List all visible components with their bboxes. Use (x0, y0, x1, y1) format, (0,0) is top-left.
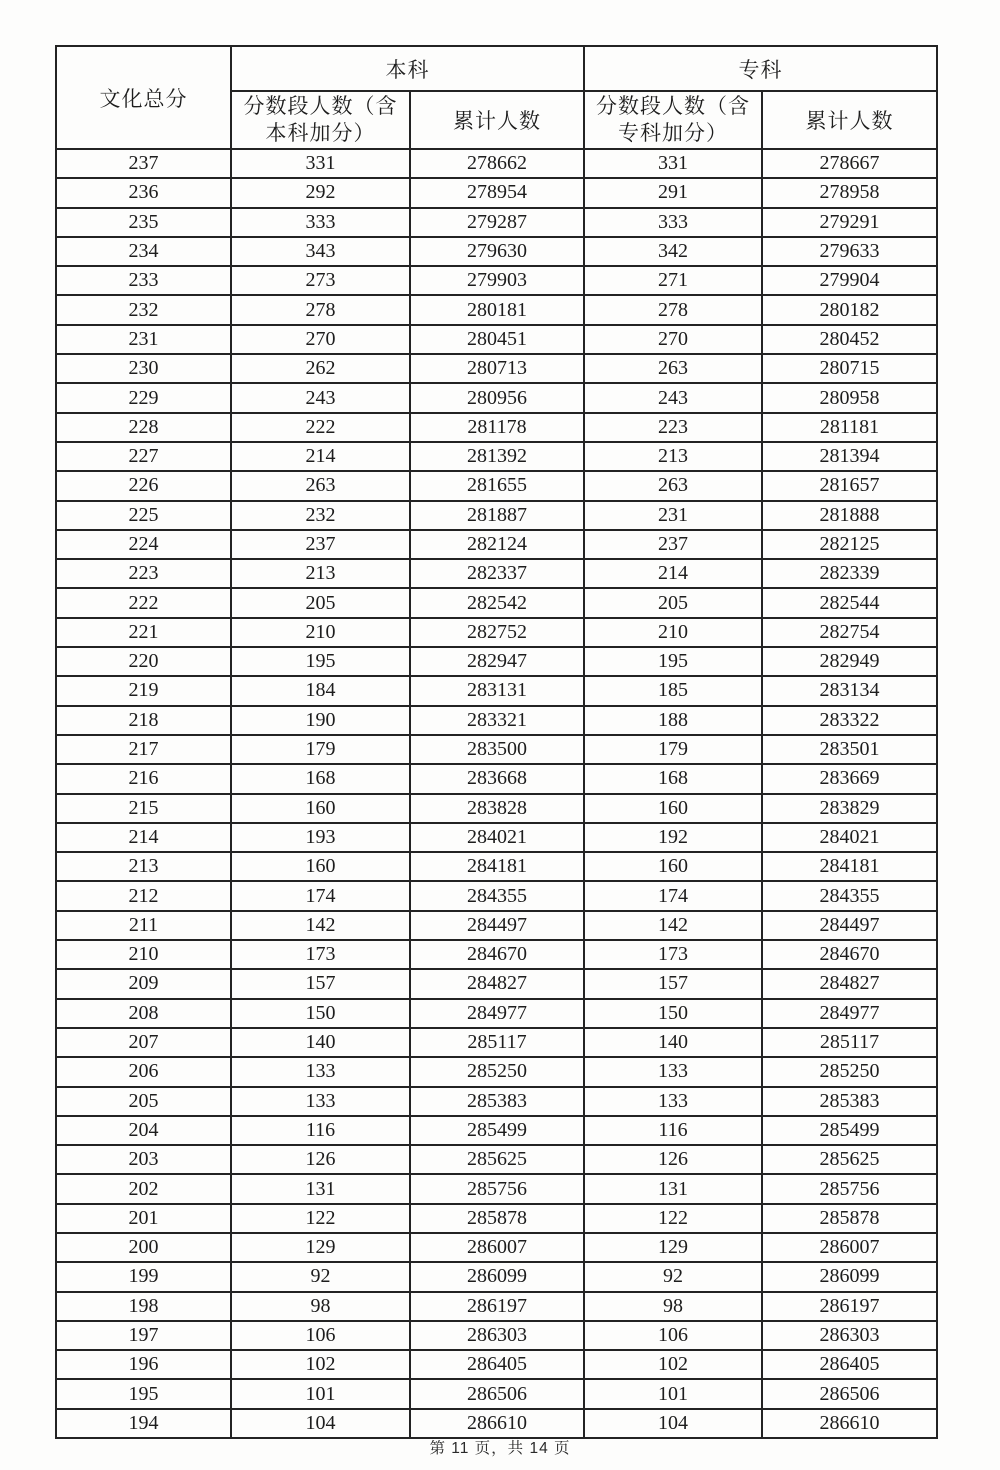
cell-zhuanke-segment: 140 (584, 1028, 762, 1057)
cell-benke-segment: 126 (231, 1145, 410, 1174)
table-row (56, 1204, 937, 1233)
cell-benke-cumulative: 280181 (410, 295, 584, 324)
cell-score: 195 (56, 1379, 231, 1408)
cell-benke-cumulative: 278954 (410, 178, 584, 207)
cell-score: 230 (56, 354, 231, 383)
page-footer: 第 11 页，共 14 页 (429, 1440, 571, 1457)
cell-zhuanke-segment: 192 (584, 823, 762, 852)
cell-benke-cumulative: 286007 (410, 1233, 584, 1262)
cell-benke-segment: 205 (231, 588, 410, 617)
cell-benke-segment: 106 (231, 1321, 410, 1350)
table-row (56, 969, 937, 998)
cell-benke-segment: 190 (231, 706, 410, 735)
cell-benke-cumulative: 279630 (410, 237, 584, 266)
table-row (56, 618, 937, 647)
cell-zhuanke-cumulative: 283501 (762, 735, 937, 764)
cell-zhuanke-cumulative: 279904 (762, 266, 937, 295)
cell-benke-segment: 243 (231, 383, 410, 412)
cell-benke-segment: 133 (231, 1087, 410, 1116)
cell-zhuanke-cumulative: 286197 (762, 1292, 937, 1321)
cell-benke-cumulative: 284827 (410, 969, 584, 998)
table-row (56, 208, 937, 237)
cell-zhuanke-cumulative: 283669 (762, 764, 937, 793)
cell-benke-segment: 273 (231, 266, 410, 295)
cell-benke-cumulative: 281178 (410, 413, 584, 442)
cell-benke-segment: 237 (231, 530, 410, 559)
cell-zhuanke-cumulative: 280182 (762, 295, 937, 324)
cell-zhuanke-cumulative: 281657 (762, 471, 937, 500)
cell-score: 208 (56, 999, 231, 1028)
cell-score: 235 (56, 208, 231, 237)
cell-score: 234 (56, 237, 231, 266)
cell-benke-segment: 333 (231, 208, 410, 237)
cell-benke-segment: 104 (231, 1409, 410, 1438)
cell-benke-segment: 101 (231, 1379, 410, 1408)
cell-score: 209 (56, 969, 231, 998)
cell-score: 204 (56, 1116, 231, 1145)
table-row (56, 1116, 937, 1145)
cell-benke-segment: 168 (231, 764, 410, 793)
cell-score: 224 (56, 530, 231, 559)
table-row (56, 1379, 937, 1408)
cell-benke-cumulative: 282752 (410, 618, 584, 647)
cell-benke-segment: 131 (231, 1174, 410, 1203)
cell-zhuanke-cumulative: 284497 (762, 911, 937, 940)
cell-zhuanke-cumulative: 286405 (762, 1350, 937, 1379)
cell-score: 226 (56, 471, 231, 500)
table-row (56, 852, 937, 881)
cell-benke-cumulative: 286610 (410, 1409, 584, 1438)
cell-benke-segment: 133 (231, 1057, 410, 1086)
cell-zhuanke-cumulative: 281394 (762, 442, 937, 471)
cell-benke-cumulative: 284977 (410, 999, 584, 1028)
cell-benke-cumulative: 280956 (410, 383, 584, 412)
cell-score: 233 (56, 266, 231, 295)
cell-zhuanke-segment: 122 (584, 1204, 762, 1233)
cell-zhuanke-cumulative: 279291 (762, 208, 937, 237)
cell-benke-segment: 213 (231, 559, 410, 588)
cell-zhuanke-cumulative: 282754 (762, 618, 937, 647)
table-row (56, 149, 937, 178)
cell-zhuanke-segment: 214 (584, 559, 762, 588)
cell-zhuanke-segment: 179 (584, 735, 762, 764)
cell-benke-segment: 292 (231, 178, 410, 207)
cell-zhuanke-segment: 342 (584, 237, 762, 266)
cell-benke-segment: 214 (231, 442, 410, 471)
cell-score: 213 (56, 852, 231, 881)
cell-zhuanke-cumulative: 282949 (762, 647, 937, 676)
cell-benke-segment: 160 (231, 852, 410, 881)
cell-benke-cumulative: 283500 (410, 735, 584, 764)
cell-zhuanke-cumulative: 285383 (762, 1087, 937, 1116)
cell-zhuanke-segment: 126 (584, 1145, 762, 1174)
cell-zhuanke-cumulative: 286506 (762, 1379, 937, 1408)
cell-zhuanke-segment: 174 (584, 881, 762, 910)
table-row (56, 295, 937, 324)
cell-score: 199 (56, 1262, 231, 1291)
cell-zhuanke-segment: 243 (584, 383, 762, 412)
table-row (56, 940, 937, 969)
header-undergraduate-segment-line1: 分数段人数（含 (243, 94, 398, 118)
table-row (56, 530, 937, 559)
cell-benke-segment: 222 (231, 413, 410, 442)
cell-score: 232 (56, 295, 231, 324)
cell-zhuanke-cumulative: 285878 (762, 1204, 937, 1233)
table-row (56, 999, 937, 1028)
cell-zhuanke-cumulative: 284977 (762, 999, 937, 1028)
cell-benke-cumulative: 281887 (410, 501, 584, 530)
cell-zhuanke-cumulative: 283322 (762, 706, 937, 735)
cell-benke-cumulative: 283828 (410, 794, 584, 823)
cell-benke-segment: 174 (231, 881, 410, 910)
cell-benke-cumulative: 280451 (410, 325, 584, 354)
cell-zhuanke-cumulative: 280452 (762, 325, 937, 354)
table-row (56, 178, 937, 207)
cell-zhuanke-cumulative: 281181 (762, 413, 937, 442)
table-row (56, 266, 937, 295)
cell-benke-cumulative: 286099 (410, 1262, 584, 1291)
cell-benke-segment: 179 (231, 735, 410, 764)
cell-zhuanke-cumulative: 285499 (762, 1116, 937, 1145)
cell-zhuanke-cumulative: 282125 (762, 530, 937, 559)
cell-benke-cumulative: 285625 (410, 1145, 584, 1174)
header-junior-college-segment-line2: 专科加分） (618, 121, 728, 145)
cell-benke-cumulative: 283321 (410, 706, 584, 735)
cell-score: 205 (56, 1087, 231, 1116)
cell-zhuanke-cumulative: 285117 (762, 1028, 937, 1057)
cell-benke-cumulative: 282124 (410, 530, 584, 559)
cell-benke-segment: 343 (231, 237, 410, 266)
cell-benke-segment: 331 (231, 149, 410, 178)
cell-zhuanke-segment: 271 (584, 266, 762, 295)
cell-benke-cumulative: 284355 (410, 881, 584, 910)
cell-zhuanke-segment: 160 (584, 852, 762, 881)
table-row (56, 1087, 937, 1116)
cell-benke-segment: 193 (231, 823, 410, 852)
cell-zhuanke-cumulative: 286007 (762, 1233, 937, 1262)
cell-score: 218 (56, 706, 231, 735)
cell-zhuanke-cumulative: 280958 (762, 383, 937, 412)
cell-zhuanke-cumulative: 281888 (762, 501, 937, 530)
cell-zhuanke-segment: 231 (584, 501, 762, 530)
table-row (56, 1028, 937, 1057)
cell-zhuanke-segment: 133 (584, 1087, 762, 1116)
cell-score: 207 (56, 1028, 231, 1057)
cell-score: 229 (56, 383, 231, 412)
cell-zhuanke-cumulative: 282339 (762, 559, 937, 588)
header-junior-college-segment-line1: 分数段人数（含 (596, 94, 750, 118)
cell-benke-cumulative: 279287 (410, 208, 584, 237)
table-row (56, 647, 937, 676)
table-row (56, 794, 937, 823)
cell-score: 221 (56, 618, 231, 647)
cell-benke-cumulative: 286506 (410, 1379, 584, 1408)
cell-benke-segment: 122 (231, 1204, 410, 1233)
cell-benke-segment: 116 (231, 1116, 410, 1145)
header-undergraduate-segment-count (231, 91, 410, 149)
cell-benke-segment: 157 (231, 969, 410, 998)
cell-zhuanke-segment: 160 (584, 794, 762, 823)
cell-zhuanke-segment: 157 (584, 969, 762, 998)
cell-zhuanke-cumulative: 278958 (762, 178, 937, 207)
cell-benke-segment: 195 (231, 647, 410, 676)
cell-zhuanke-cumulative: 282544 (762, 588, 937, 617)
table-row (56, 1292, 937, 1321)
cell-zhuanke-cumulative: 285625 (762, 1145, 937, 1174)
cell-zhuanke-segment: 270 (584, 325, 762, 354)
cell-benke-segment: 232 (231, 501, 410, 530)
cell-score: 194 (56, 1409, 231, 1438)
table-row (56, 471, 937, 500)
cell-benke-cumulative: 285878 (410, 1204, 584, 1233)
cell-benke-segment: 129 (231, 1233, 410, 1262)
cell-score: 220 (56, 647, 231, 676)
cell-zhuanke-segment: 195 (584, 647, 762, 676)
cell-benke-cumulative: 280713 (410, 354, 584, 383)
cell-zhuanke-segment: 205 (584, 588, 762, 617)
cell-score: 210 (56, 940, 231, 969)
cell-zhuanke-cumulative: 283134 (762, 676, 937, 705)
cell-benke-segment: 173 (231, 940, 410, 969)
cell-score: 236 (56, 178, 231, 207)
cell-score: 196 (56, 1350, 231, 1379)
cell-benke-segment: 102 (231, 1350, 410, 1379)
cell-zhuanke-cumulative: 286303 (762, 1321, 937, 1350)
table-row (56, 1262, 937, 1291)
cell-benke-cumulative: 285499 (410, 1116, 584, 1145)
cell-benke-cumulative: 284497 (410, 911, 584, 940)
cell-benke-cumulative: 285383 (410, 1087, 584, 1116)
table-row (56, 501, 937, 530)
cell-zhuanke-cumulative: 283829 (762, 794, 937, 823)
cell-score: 237 (56, 149, 231, 178)
cell-score: 219 (56, 676, 231, 705)
cell-zhuanke-cumulative: 279633 (762, 237, 937, 266)
cell-zhuanke-segment: 104 (584, 1409, 762, 1438)
cell-zhuanke-segment: 131 (584, 1174, 762, 1203)
cell-zhuanke-segment: 102 (584, 1350, 762, 1379)
table-row (56, 881, 937, 910)
table-row (56, 1057, 937, 1086)
cell-zhuanke-segment: 333 (584, 208, 762, 237)
cell-zhuanke-segment: 278 (584, 295, 762, 324)
cell-zhuanke-cumulative: 286610 (762, 1409, 937, 1438)
cell-score: 215 (56, 794, 231, 823)
table-row (56, 764, 937, 793)
cell-score: 211 (56, 911, 231, 940)
cell-benke-cumulative: 281392 (410, 442, 584, 471)
header-undergraduate-cumulative-count: 累计人数 (410, 91, 584, 149)
header-group-junior-college: 专科 (584, 46, 937, 91)
cell-score: 225 (56, 501, 231, 530)
cell-benke-cumulative: 284181 (410, 852, 584, 881)
cell-score: 223 (56, 559, 231, 588)
cell-zhuanke-cumulative: 285250 (762, 1057, 937, 1086)
cell-zhuanke-cumulative: 285756 (762, 1174, 937, 1203)
cell-benke-cumulative: 284670 (410, 940, 584, 969)
cell-zhuanke-segment: 168 (584, 764, 762, 793)
score-distribution-table (55, 45, 938, 1439)
cell-zhuanke-segment: 188 (584, 706, 762, 735)
cell-benke-cumulative: 279903 (410, 266, 584, 295)
cell-zhuanke-segment: 116 (584, 1116, 762, 1145)
cell-zhuanke-segment: 223 (584, 413, 762, 442)
table-row (56, 325, 937, 354)
table-row (56, 383, 937, 412)
cell-zhuanke-cumulative: 284670 (762, 940, 937, 969)
cell-score: 216 (56, 764, 231, 793)
cell-benke-segment: 92 (231, 1262, 410, 1291)
table-row (56, 706, 937, 735)
cell-benke-cumulative: 281655 (410, 471, 584, 500)
cell-zhuanke-cumulative: 284827 (762, 969, 937, 998)
cell-zhuanke-cumulative: 278667 (762, 149, 937, 178)
cell-zhuanke-segment: 150 (584, 999, 762, 1028)
cell-score: 202 (56, 1174, 231, 1203)
cell-benke-segment: 160 (231, 794, 410, 823)
table-row (56, 1233, 937, 1262)
cell-benke-segment: 263 (231, 471, 410, 500)
cell-score: 201 (56, 1204, 231, 1233)
cell-zhuanke-segment: 142 (584, 911, 762, 940)
cell-zhuanke-segment: 263 (584, 354, 762, 383)
cell-score: 214 (56, 823, 231, 852)
cell-zhuanke-cumulative: 284021 (762, 823, 937, 852)
cell-benke-cumulative: 282337 (410, 559, 584, 588)
cell-zhuanke-segment: 331 (584, 149, 762, 178)
cell-benke-segment: 270 (231, 325, 410, 354)
cell-score: 231 (56, 325, 231, 354)
cell-zhuanke-segment: 133 (584, 1057, 762, 1086)
table-row (56, 823, 937, 852)
cell-benke-cumulative: 285756 (410, 1174, 584, 1203)
cell-benke-segment: 278 (231, 295, 410, 324)
cell-score: 198 (56, 1292, 231, 1321)
cell-benke-cumulative: 286303 (410, 1321, 584, 1350)
table-row (56, 442, 937, 471)
cell-zhuanke-segment: 210 (584, 618, 762, 647)
table-row (56, 1174, 937, 1203)
cell-score: 206 (56, 1057, 231, 1086)
cell-benke-segment: 150 (231, 999, 410, 1028)
header-group-undergraduate: 本科 (231, 46, 584, 91)
cell-benke-cumulative: 285117 (410, 1028, 584, 1057)
cell-benke-cumulative: 285250 (410, 1057, 584, 1086)
cell-zhuanke-segment: 213 (584, 442, 762, 471)
cell-zhuanke-segment: 173 (584, 940, 762, 969)
cell-zhuanke-cumulative: 284355 (762, 881, 937, 910)
header-junior-college-cumulative-count: 累计人数 (762, 91, 937, 149)
cell-zhuanke-segment: 237 (584, 530, 762, 559)
cell-zhuanke-segment: 129 (584, 1233, 762, 1262)
cell-zhuanke-segment: 291 (584, 178, 762, 207)
header-undergraduate-segment-line2: 本科加分） (265, 121, 376, 145)
cell-score: 227 (56, 442, 231, 471)
cell-benke-segment: 98 (231, 1292, 410, 1321)
cell-benke-segment: 184 (231, 676, 410, 705)
table-row (56, 559, 937, 588)
cell-zhuanke-segment: 101 (584, 1379, 762, 1408)
cell-zhuanke-cumulative: 286099 (762, 1262, 937, 1291)
cell-score: 228 (56, 413, 231, 442)
cell-benke-segment: 262 (231, 354, 410, 383)
cell-benke-segment: 142 (231, 911, 410, 940)
table-row (56, 735, 937, 764)
cell-zhuanke-cumulative: 280715 (762, 354, 937, 383)
table-row (56, 911, 937, 940)
table-row (56, 237, 937, 266)
cell-benke-cumulative: 286197 (410, 1292, 584, 1321)
table-row (56, 588, 937, 617)
cell-zhuanke-segment: 106 (584, 1321, 762, 1350)
table-row (56, 676, 937, 705)
table-row (56, 354, 937, 383)
cell-benke-cumulative: 284021 (410, 823, 584, 852)
cell-score: 200 (56, 1233, 231, 1262)
table-row (56, 1321, 937, 1350)
cell-benke-cumulative: 283668 (410, 764, 584, 793)
table-row (56, 1409, 937, 1438)
cell-benke-cumulative: 286405 (410, 1350, 584, 1379)
cell-score: 212 (56, 881, 231, 910)
cell-score: 197 (56, 1321, 231, 1350)
cell-benke-cumulative: 282947 (410, 647, 584, 676)
header-culture-total-score: 文化总分 (56, 46, 231, 149)
cell-benke-segment: 210 (231, 618, 410, 647)
header-junior-college-segment-count (584, 91, 762, 149)
cell-benke-segment: 140 (231, 1028, 410, 1057)
table-row (56, 1145, 937, 1174)
cell-score: 222 (56, 588, 231, 617)
cell-zhuanke-segment: 185 (584, 676, 762, 705)
cell-benke-cumulative: 282542 (410, 588, 584, 617)
cell-zhuanke-segment: 92 (584, 1262, 762, 1291)
cell-benke-cumulative: 283131 (410, 676, 584, 705)
cell-benke-cumulative: 278662 (410, 149, 584, 178)
cell-zhuanke-cumulative: 284181 (762, 852, 937, 881)
cell-score: 217 (56, 735, 231, 764)
cell-zhuanke-segment: 98 (584, 1292, 762, 1321)
cell-score: 203 (56, 1145, 231, 1174)
table-row (56, 413, 937, 442)
cell-zhuanke-segment: 263 (584, 471, 762, 500)
table-row (56, 1350, 937, 1379)
